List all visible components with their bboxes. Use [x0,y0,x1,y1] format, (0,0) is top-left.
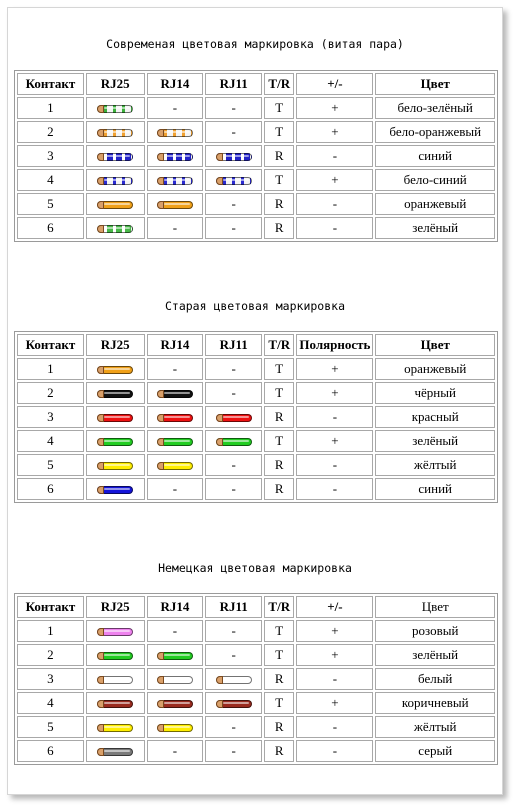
color-name: бело-зелёный [375,97,495,119]
table-header-row [17,73,495,95]
tr-value: R [264,217,294,239]
column-header: RJ25 [86,334,145,356]
table-row [17,454,495,476]
cell-rj14 [147,644,204,666]
contact-number: 5 [17,193,84,215]
column-header: RJ14 [147,334,204,356]
tr-value: R [264,454,294,476]
wire-swatch-white [97,676,133,684]
cell-rj14: - [147,478,204,500]
polarity-value: - [296,145,373,167]
column-header: Цвет [375,596,495,618]
tr-value: T [264,692,294,714]
cell-rj11: - [205,97,262,119]
tr-value: R [264,145,294,167]
polarity-value: - [296,406,373,428]
table-row [17,169,495,191]
color-name: оранжевый [375,358,495,380]
contact-number: 4 [17,169,84,191]
polarity-value: + [296,358,373,380]
color-name: красный [375,406,495,428]
contact-number: 1 [17,358,84,380]
color-name: бело-синий [375,169,495,191]
cell-rj25 [86,382,145,404]
color-name: коричневый [375,692,495,714]
contact-number: 5 [17,454,84,476]
cell-rj14: - [147,97,204,119]
tr-value: T [264,430,294,452]
wire-swatch-orange [157,201,193,209]
table-row [17,382,495,404]
wire-swatch-s-green [97,652,133,660]
wire-swatch-w-blue [97,177,133,185]
wire-swatch-black [97,390,133,398]
column-header: T/R [264,596,294,618]
wire-swatch-w-green [97,105,133,113]
contact-number: 2 [17,121,84,143]
polarity-value: + [296,169,373,191]
cell-rj25 [86,193,145,215]
color-name: белый [375,668,495,690]
wire-swatch-red [97,414,133,422]
wire-swatch-brown [97,700,133,708]
polarity-value: + [296,430,373,452]
color-name: розовый [375,620,495,642]
wire-swatch-s-green [157,438,193,446]
cell-rj11: - [205,454,262,476]
cell-rj25 [86,97,145,119]
cell-rj14 [147,169,204,191]
cell-rj11: - [205,716,262,738]
tr-value: R [264,740,294,762]
wire-swatch-grey [97,748,133,756]
section-title: Немецкая цветовая маркировка [158,561,352,575]
color-name: оранжевый [375,193,495,215]
wire-swatch-yellow [157,462,193,470]
column-header: RJ14 [147,73,204,95]
contact-number: 5 [17,716,84,738]
color-name: зелёный [375,217,495,239]
wire-swatch-orange [97,201,133,209]
cell-rj14 [147,454,204,476]
cell-rj11: - [205,740,262,762]
cell-rj25 [86,454,145,476]
cell-rj14 [147,121,204,143]
cell-rj11: - [205,358,262,380]
wire-swatch-green [97,225,133,233]
cell-rj25 [86,358,145,380]
tr-value: T [264,382,294,404]
color-name: синий [375,478,495,500]
column-header: Цвет [375,334,495,356]
wire-swatch-white [157,676,193,684]
contact-number: 4 [17,430,84,452]
contact-number: 1 [17,620,84,642]
wire-swatch-brown [216,700,252,708]
table-row [17,358,495,380]
polarity-value: - [296,668,373,690]
column-header: RJ11 [205,73,262,95]
contact-number: 6 [17,217,84,239]
polarity-value: + [296,620,373,642]
section-title: Старая цветовая маркировка [164,299,345,313]
polarity-value: - [296,740,373,762]
tr-value: R [264,478,294,500]
contact-number: 6 [17,740,84,762]
cell-rj11: - [205,217,262,239]
wire-swatch-pink [97,628,133,636]
cell-rj11 [205,692,262,714]
color-name: чёрный [375,382,495,404]
cell-rj14: - [147,358,204,380]
cell-rj25 [86,169,145,191]
polarity-value: - [296,217,373,239]
color-name: зелёный [375,644,495,666]
cell-rj14 [147,406,204,428]
tr-value: R [264,668,294,690]
table-row [17,97,495,119]
column-header: Контакт [17,73,84,95]
table-row [17,121,495,143]
cell-rj14: - [147,620,204,642]
tr-value: T [264,169,294,191]
wire-swatch-w-orange [157,129,193,137]
tr-value: T [264,644,294,666]
table-header-row [17,334,495,356]
polarity-value: + [296,382,373,404]
table-row [17,145,495,167]
tr-value: R [264,406,294,428]
column-header: Контакт [17,596,84,618]
table-row [17,644,495,666]
document-frame [7,7,503,795]
wiring-table [14,593,498,765]
wire-swatch-w-blue [157,177,193,185]
cell-rj11: - [205,193,262,215]
wire-swatch-w-blue [216,177,252,185]
wire-swatch-brown [157,700,193,708]
cell-rj11: - [205,478,262,500]
cell-rj14 [147,692,204,714]
tr-value: R [264,193,294,215]
column-header: RJ25 [86,596,145,618]
cell-rj25 [86,716,145,738]
wire-swatch-blue [97,153,133,161]
contact-number: 2 [17,644,84,666]
contact-number: 3 [17,406,84,428]
tr-value: T [264,620,294,642]
cell-rj14: - [147,217,204,239]
polarity-value: + [296,121,373,143]
polarity-value: - [296,478,373,500]
color-name: бело-оранжевый [375,121,495,143]
cell-rj14: - [147,740,204,762]
cell-rj14 [147,430,204,452]
column-header: Цвет [375,73,495,95]
cell-rj11 [205,145,262,167]
cell-rj11 [205,430,262,452]
table-row [17,716,495,738]
table-row [17,406,495,428]
cell-rj25 [86,740,145,762]
cell-rj25 [86,406,145,428]
column-header: Полярность [296,334,373,356]
polarity-value: - [296,193,373,215]
polarity-value: + [296,644,373,666]
tr-value: T [264,121,294,143]
cell-rj14 [147,668,204,690]
contact-number: 1 [17,97,84,119]
section-title: Современая цветовая маркировка (витая пара) [106,37,404,51]
wire-swatch-s-orange [97,366,133,374]
table-row [17,478,495,500]
cell-rj25 [86,121,145,143]
column-header: Контакт [17,334,84,356]
cell-rj11: - [205,121,262,143]
cell-rj14 [147,193,204,215]
column-header: +/- [296,596,373,618]
wire-swatch-red [157,414,193,422]
color-name: зелёный [375,430,495,452]
color-name: синий [375,145,495,167]
cell-rj25 [86,620,145,642]
cell-rj11: - [205,644,262,666]
wire-swatch-s-blue [97,486,133,494]
contact-number: 2 [17,382,84,404]
cell-rj25 [86,668,145,690]
polarity-value: - [296,454,373,476]
tr-value: R [264,716,294,738]
table-row [17,740,495,762]
contact-number: 3 [17,668,84,690]
wiring-table [14,70,498,242]
cell-rj11: - [205,620,262,642]
cell-rj25 [86,430,145,452]
color-name: жёлтый [375,716,495,738]
cell-rj14 [147,145,204,167]
color-name: жёлтый [375,454,495,476]
cell-rj11 [205,668,262,690]
contact-number: 4 [17,692,84,714]
column-header: T/R [264,334,294,356]
table-row [17,668,495,690]
cell-rj14 [147,382,204,404]
table-header-row [17,596,495,618]
column-header: RJ11 [205,334,262,356]
wiring-table [14,331,498,503]
cell-rj11 [205,406,262,428]
wire-swatch-blue [157,153,193,161]
table-row [17,217,495,239]
contact-number: 6 [17,478,84,500]
wire-swatch-red [216,414,252,422]
table-row [17,620,495,642]
polarity-value: + [296,97,373,119]
column-header: RJ14 [147,596,204,618]
column-header: T/R [264,73,294,95]
column-header: RJ11 [205,596,262,618]
cell-rj25 [86,145,145,167]
column-header: +/- [296,73,373,95]
contact-number: 3 [17,145,84,167]
cell-rj25 [86,478,145,500]
wire-swatch-yellow [97,724,133,732]
table-row [17,193,495,215]
wire-swatch-s-green [216,438,252,446]
polarity-value: - [296,716,373,738]
wire-swatch-s-green [97,438,133,446]
color-name: серый [375,740,495,762]
table-row [17,692,495,714]
column-header: RJ25 [86,73,145,95]
table-row [17,430,495,452]
cell-rj25 [86,644,145,666]
wire-swatch-black [157,390,193,398]
polarity-value: + [296,692,373,714]
wire-swatch-s-green [157,652,193,660]
cell-rj25 [86,692,145,714]
wire-swatch-blue [216,153,252,161]
cell-rj11 [205,169,262,191]
cell-rj25 [86,217,145,239]
wire-swatch-white [216,676,252,684]
wire-swatch-w-orange [97,129,133,137]
tr-value: T [264,97,294,119]
wire-swatch-yellow [157,724,193,732]
wire-swatch-yellow [97,462,133,470]
cell-rj14 [147,716,204,738]
tr-value: T [264,358,294,380]
cell-rj11: - [205,382,262,404]
